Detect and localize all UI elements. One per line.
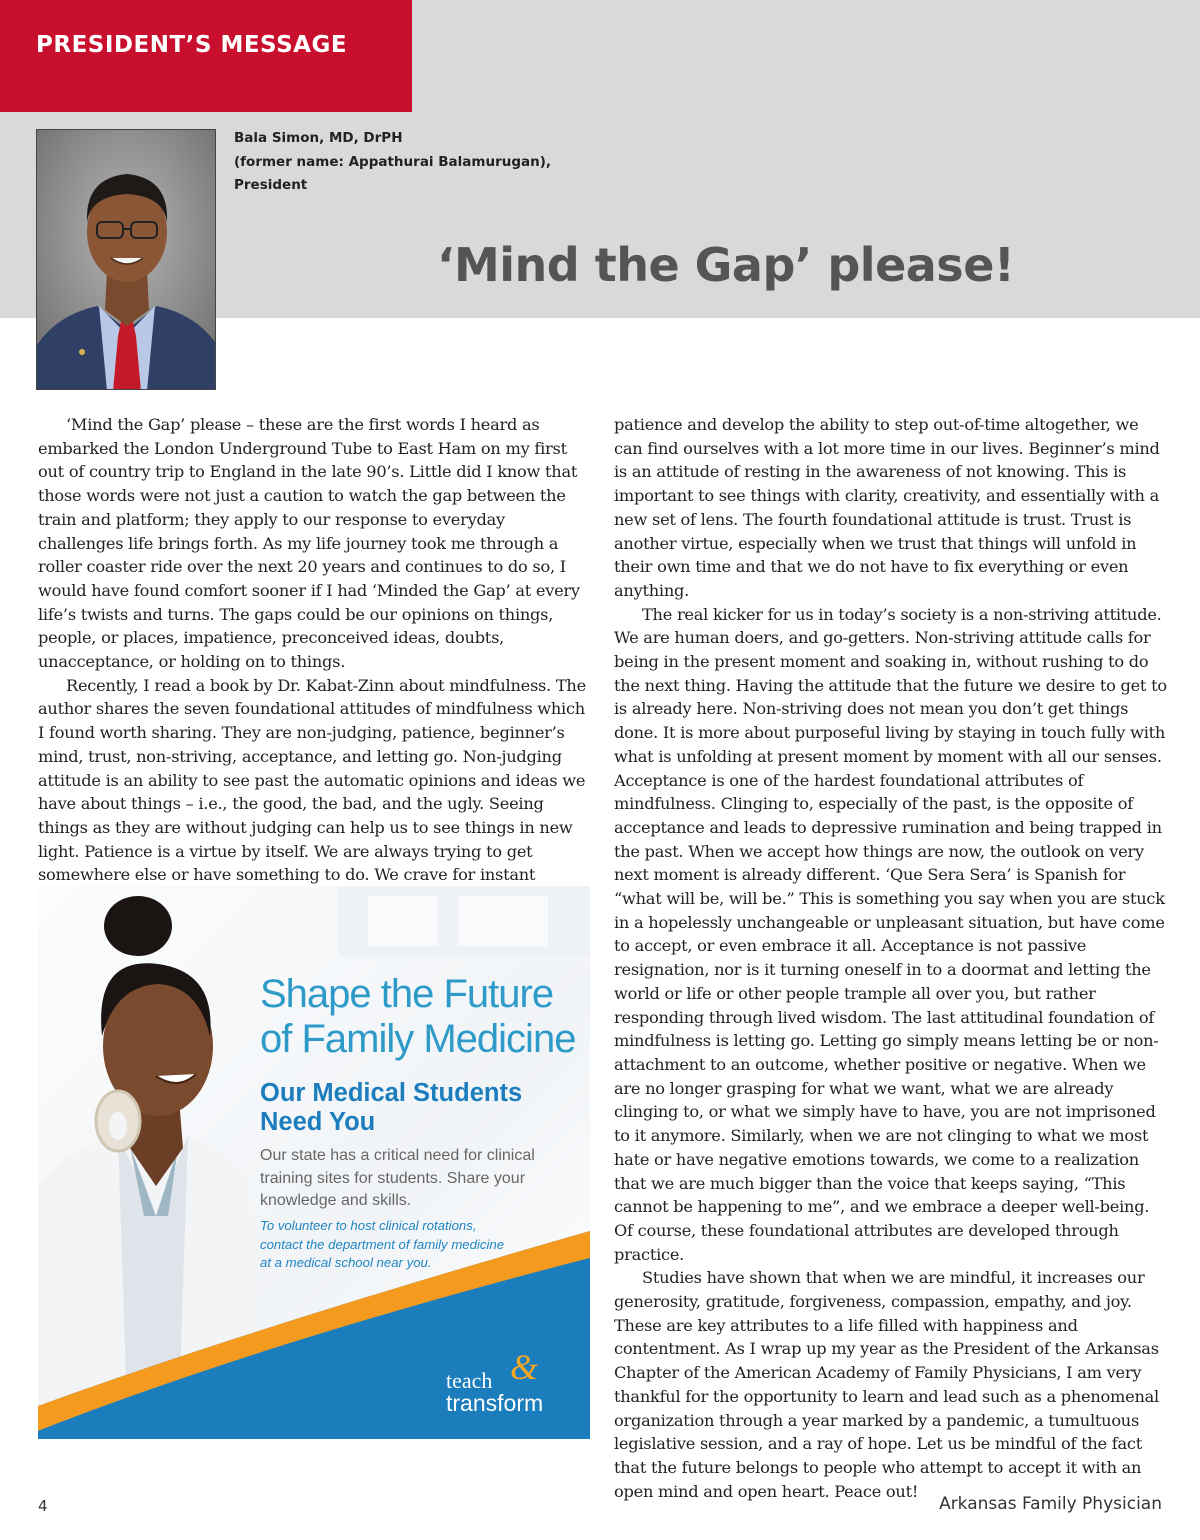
article-paragraph: patience and develop the ability to step out-of-time altogether, we can find ourselves with a lot more time in our lives. Beginner’s mind is an attitude of resting in the awareness of not knowing. This is important to see things with clarity, creativity, and essentially with a new set of lens. The fourth foundational attitude is trust. Trust is another virtue, especially when we trust that things will unfold in their own time and that we do not have to fix everything or even anything. (614, 415, 1160, 600)
ad-body: Our state has a critical need for clinical training sites for students. Share your knowledge and skills. (260, 1147, 535, 1209)
portrait-illustration (37, 130, 216, 390)
author-role: President (234, 177, 308, 193)
section-label: PRESIDENT’S MESSAGE (36, 32, 348, 58)
ad-note-line: contact the department of family medicine (260, 1236, 505, 1252)
ad-heading (260, 972, 580, 1062)
author-portrait (36, 129, 216, 390)
logo-ampersand: & (510, 1347, 539, 1387)
teach-transform-logo (446, 1347, 544, 1416)
author-name: Bala Simon, MD, DrPH (234, 130, 403, 146)
logo-line-teach: teach (446, 1368, 493, 1393)
article-headline: ‘Mind the Gap’ please! (437, 238, 1015, 292)
author-former-name: (former name: Appathurai Balamurugan), (234, 153, 552, 170)
article-paragraph: The real kicker for us in today’s society is a non-striving attitude. We are human doers, and go-getters. Non-striving attitude calls for being in the present moment and soaking in, without rushing to do the next thing. Having the attitude that the future we desire to get to is already here. Non-striving does not mean you don’t get things done. It is more about purposeful living by staying in touch fully with what is unfolding at present moment by moment with all our senses. Acceptance is one of the hardest foundational attributes of mindfulness. Clinging to, especially of the past, is the opposite of acceptance and leads to depressive rumination and being trapped in the past. When we accept how things are now, the outlook on very next moment is already different. ‘Que Sera Sera’ is Spanish for “what will be, will be.” This is something you say when you are stuck in a hopelessly unchangeable or unpleasant situation, but have come to accept, or even embrace it all. Acceptance is not passive resignation, nor is it turning oneself in to a doormat and letting the world or life or other people trample all over you, but rather responding through lived wisdom. The last attitudinal foundation of mindfulness is letting go. Letting go simply means letting be or non-attachment to an outcome, whether positive or negative. When we are no longer grasping for what we want, what we are already clinging to, or what we simply have to have, you are not imprisoned to it anymore. Similarly, when we are not clinging to what we most hate or have negative emotions towards, we come to a realization that we are much bigger than the voice that keeps saying, “This cannot be happening to me”, and we embrace a deeper well-being. Of course, these foundational attributes are developed through practice. (614, 604, 1167, 1264)
ad-subheading-line: Need You (260, 1108, 376, 1136)
publication-name: Arkansas Family Physician (939, 1494, 1162, 1514)
section-tab (0, 0, 412, 112)
advertisement (38, 886, 590, 1439)
article-column-left (38, 413, 593, 911)
ad-note-line: To volunteer to host clinical rotations, (260, 1218, 477, 1233)
article-column-right (614, 413, 1170, 1503)
article-paragraph: Studies have shown that when we are mindful, it increases our generosity, gratitude, forgiveness, compassion, empathy, and joy. These are key attributes to a life filled with happiness and contentment. As I wrap up my year as the President of the Arkansas Chapter of the American Academy of Family Physicians, I am very thankful for the opportunity to learn and lead such as a phenomenal organization through a year marked by a pandemic, a tumultuous legislative session, and a ray of hope. Let us be mindful of the fact that the future belongs to people who attempt to accept it with an open mind and open heart. Peace out! (614, 1268, 1159, 1501)
logo-line-transform: transform (446, 1390, 544, 1416)
ad-subheading (260, 1079, 522, 1137)
page-number: 4 (38, 1497, 48, 1515)
ad-heading-line: Shape the Future (260, 972, 554, 1016)
ad-subheading-line: Our Medical Students (260, 1079, 523, 1107)
ad-note (260, 1217, 570, 1273)
author-byline (234, 127, 551, 198)
ad-heading-line: of Family Medicine (260, 1017, 576, 1061)
article-paragraph: ‘Mind the Gap’ please – these are the first words I heard as embarked the London Underground Tube to East Ham on my first out of country trip to England in the late 90’s. Little did I know that those words were not just a caution to watch the gap between the train and platform; they apply to our response to everyday challenges life brings forth. As my life journey took me through a roller coaster ride over the next 20 years and continues to do so, I would have found comfort sooner if I had ‘Minded the Gap’ at every life’s twists and turns. The gaps could be our opinions on things, people, or places, impatience, preconceived ideas, doubts, unacceptance, or holding on to things. (38, 415, 580, 672)
article-paragraph: Recently, I read a book by Dr. Kabat-Zinn about mindfulness. The author shares the seven foundational attitudes of mindfulness which I found worth sharing. They are non-judging, patience, beginner’s mind, trust, non-striving, acceptance, and letting go. Non-judging attitude is an ability to see past the automatic opinions and ideas we have about things – i.e., the good, the bad, and the ugly. Seeing things as they are without judging can help us to see things in new light. Patience is a virtue by itself. We are always trying to get somewhere else or have something to do. We crave for instant (38, 675, 586, 885)
ad-note-line: at a medical school near you. (260, 1255, 432, 1270)
